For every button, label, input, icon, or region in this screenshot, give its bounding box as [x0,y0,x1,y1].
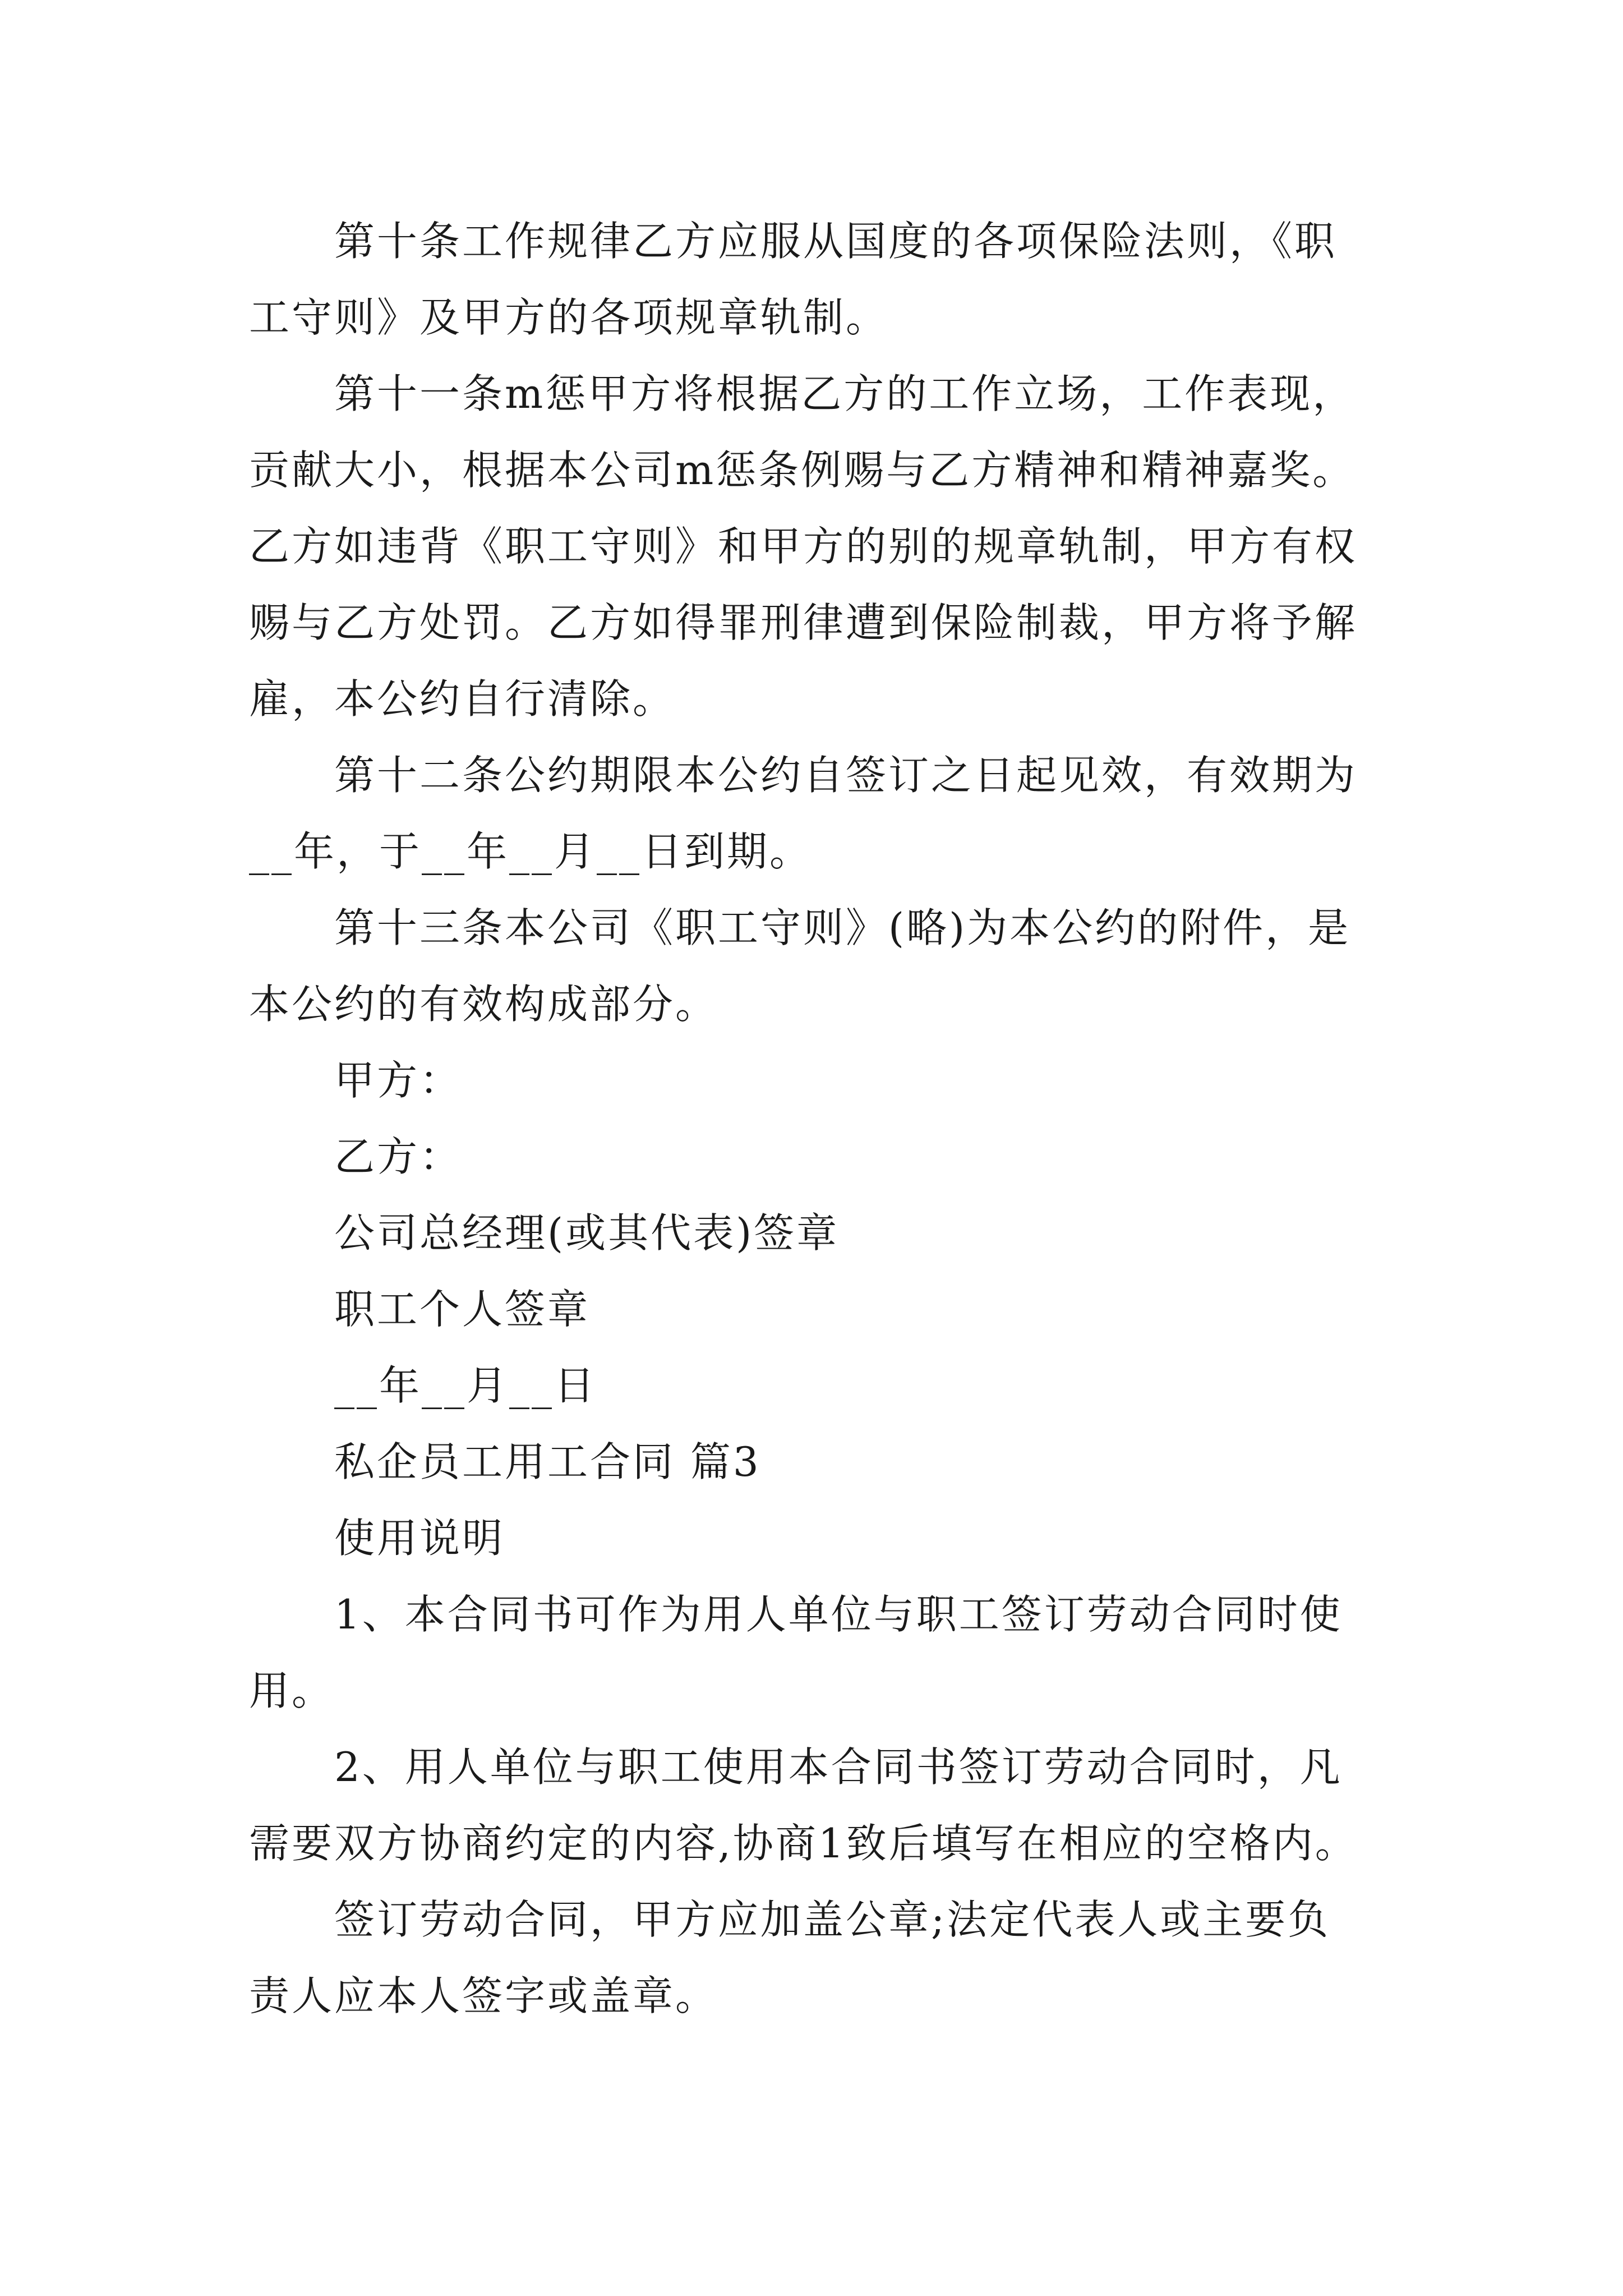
text-line: __年，于__年__月__日到期。 [249,828,813,875]
article-11-paragraph [249,356,1387,737]
instruction-2-paragraph [249,1729,1387,1881]
text-line: 贡献大小，根据本公司m惩条例赐与乙方精神和精神嘉奖。 [249,447,1355,494]
text-line: 第十二条公约期限本公约自签订之日起见效，有效期为 [334,752,1358,799]
employee-signature-label: 职工个人签章 [334,1286,591,1333]
text-line: 责人应本人签字或盖章。 [249,1972,718,2019]
text-line: 赐与乙方处罚。乙方如得罪刑律遭到保险制裁，甲方将予解 [249,599,1358,646]
text-line: 用。 [249,1667,335,1714]
text-line: 2、用人单位与职工使用本合同书签订劳动合同时，凡 [334,1743,1343,1791]
instruction-3-paragraph [249,1881,1387,2034]
article-12-paragraph [249,737,1387,890]
article-13-paragraph [249,890,1387,1042]
party-a-label: 甲方： [334,1057,463,1104]
text-line: 第十一条m惩甲方将根据乙方的工作立场，工作表现， [334,370,1355,417]
text-line: 需要双方协商约定的内容,协商1致后填写在相应的空格内。 [249,1820,1358,1867]
manager-signature-label: 公司总经理(或其代表)签章 [334,1209,840,1257]
text-line: 乙方如违背《职工守则》和甲方的别的规章轨制，甲方有权 [249,523,1358,570]
instruction-1-paragraph [249,1576,1387,1729]
section-heading: 私企员工用工合同 篇3 [334,1438,761,1485]
signature-date: __年__月__日 [334,1362,597,1409]
text-line: 本公约的有效构成部分。 [249,981,718,1028]
text-line: 签订劳动合同，甲方应加盖公章;法定代表人或主要负 [334,1896,1331,1943]
article-10-paragraph [249,203,1387,356]
text-line: 第十条工作规律乙方应服从国度的各项保险法则，《职 [334,218,1338,265]
instructions-heading: 使用说明 [334,1515,505,1562]
text-line: 1、本合同书可作为用人单位与职工签订劳动合同时使 [334,1591,1343,1638]
text-line: 工守则》及甲方的各项规章轨制。 [249,294,889,341]
text-line: 雇，本公约自行清除。 [249,675,676,723]
document-body [249,203,1387,2034]
text-line: 第十三条本公司《职工守则》(略)为本公约的附件，是 [334,904,1351,951]
party-b-label: 乙方： [334,1133,463,1180]
